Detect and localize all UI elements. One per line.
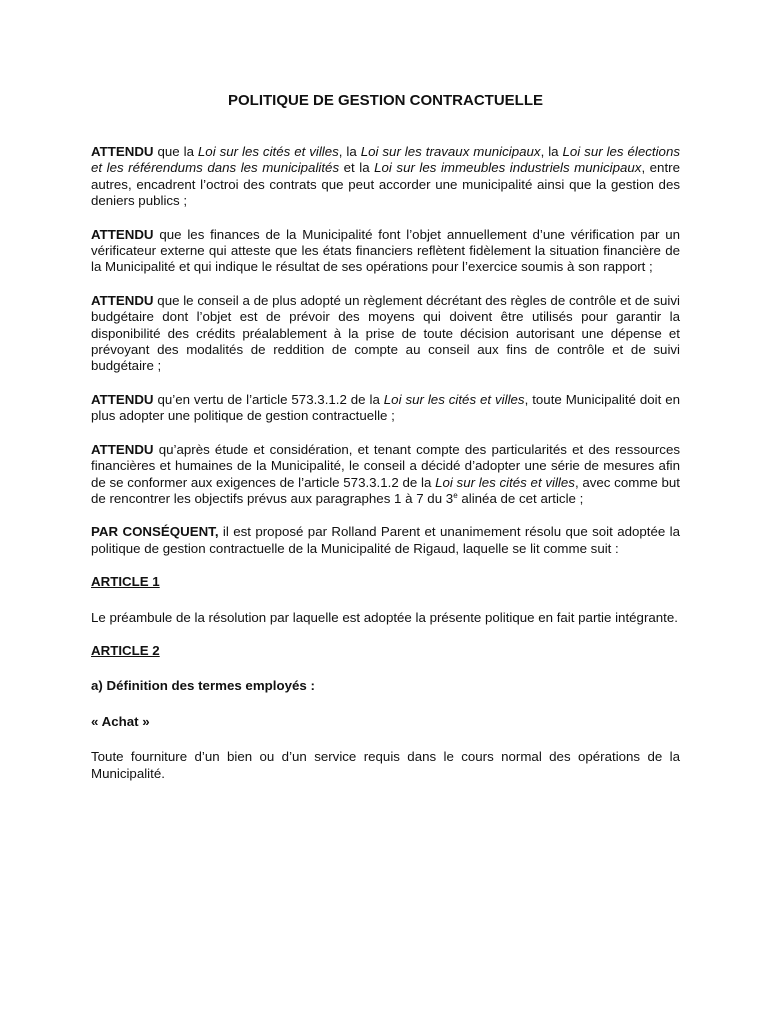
paragraph-lead: ATTENDU: [91, 391, 154, 407]
law-title: Loi sur les élections et les référendums dans les municipalités: [91, 144, 680, 176]
law-title: Loi sur les cités et villes: [197, 144, 339, 159]
text-run: qu’après étude et considération, et tenant compte des particularités et des ressources financières et humaines de la Municipalité, le conseil a décidé d’adopter une série de mesures afin de se conformer aux exigences de l’article 573.3.1.2 de la: [91, 441, 680, 490]
superscript: e: [453, 490, 458, 500]
paragraph-attendu-3: [91, 293, 680, 375]
law-title: Loi sur les cités et villes: [435, 474, 575, 490]
text-run: alinéa de cet article ;: [457, 490, 584, 506]
paragraph-lead: ATTENDU: [91, 441, 154, 457]
article-1-text: Le préambule de la résolution par laquelle est adoptée la présente politique en fait partie intégrante.: [91, 609, 678, 625]
text-run: que les finances de la Municipalité font l’objet annuellement d’une vérification par un vérificateur externe qui atteste que les états financiers reflètent fidèlement la situation financière de la Municipalité et qui indique le résultat de ses opérations pour l’exercice soumis à son rapport ;: [91, 226, 680, 275]
term-achat: « Achat »: [91, 713, 150, 729]
text-run: , toute Municipalité doit en plus adopter une politique de gestion contractuelle ;: [91, 391, 680, 424]
paragraph-lead: ATTENDU: [91, 292, 154, 308]
law-title: Loi sur les immeubles industriels municipaux: [374, 160, 642, 176]
text-run: , entre autres, encadrent l’octroi des contrats que peut accorder une municipalité ainsi que la gestion des deniers publics ;: [91, 160, 680, 209]
text-run: , la: [540, 144, 563, 159]
paragraph-lead: ATTENDU: [91, 144, 154, 159]
paragraph-attendu-4: [91, 392, 680, 425]
text-run: , avec comme but de rencontrer les objectifs prévus aux paragraphes 1 à 7 du 3: [91, 474, 680, 506]
article-1-heading: ARTICLE 1: [91, 574, 160, 590]
paragraph-attendu-1: [91, 144, 680, 210]
paragraph-attendu-5: [91, 442, 680, 508]
text-run: , la: [338, 144, 361, 159]
text-run: que le conseil a de plus adopté un règlement décrétant des règles de contrôle et de suivi budgétaire dont l’objet est de prévoir des moyens qui doivent être utilisés pour garantir la disponibilité des crédits préalablement à la prise de toute décision autorisant une dépense et prévoyant des modalités de reddition de compte au conseil aux fins de contrôle et de suivi budgétaire ;: [91, 292, 680, 374]
article-2-heading: ARTICLE 2: [91, 642, 160, 658]
law-title: Loi sur les cités et villes: [383, 391, 525, 407]
text-run: et la: [339, 160, 375, 176]
paragraph-attendu-2: [91, 227, 680, 276]
paragraph-par-consequent: [91, 524, 680, 557]
text-run: que la: [153, 144, 198, 159]
definition-achat: Toute fourniture d’un bien ou d’un service requis dans le cours normal des opérations de la Municipalité.: [91, 749, 680, 781]
text-run: il est proposé par Rolland Parent et unanimement résolu que soit adoptée la politique de gestion contractuelle de la Municipalité de Rigaud, laquelle se lit comme suit :: [91, 524, 681, 556]
definitions-subheading: a) Définition des termes employés :: [91, 678, 315, 694]
document-title: POLITIQUE DE GESTION CONTRACTUELLE: [227, 92, 543, 109]
text-run: qu’en vertu de l’article 573.3.1.2 de la: [153, 391, 384, 407]
paragraph-lead: PAR CONSÉQUENT,: [91, 524, 219, 540]
law-title: Loi sur les travaux municipaux: [360, 144, 541, 159]
paragraph-lead: ATTENDU: [91, 226, 154, 242]
